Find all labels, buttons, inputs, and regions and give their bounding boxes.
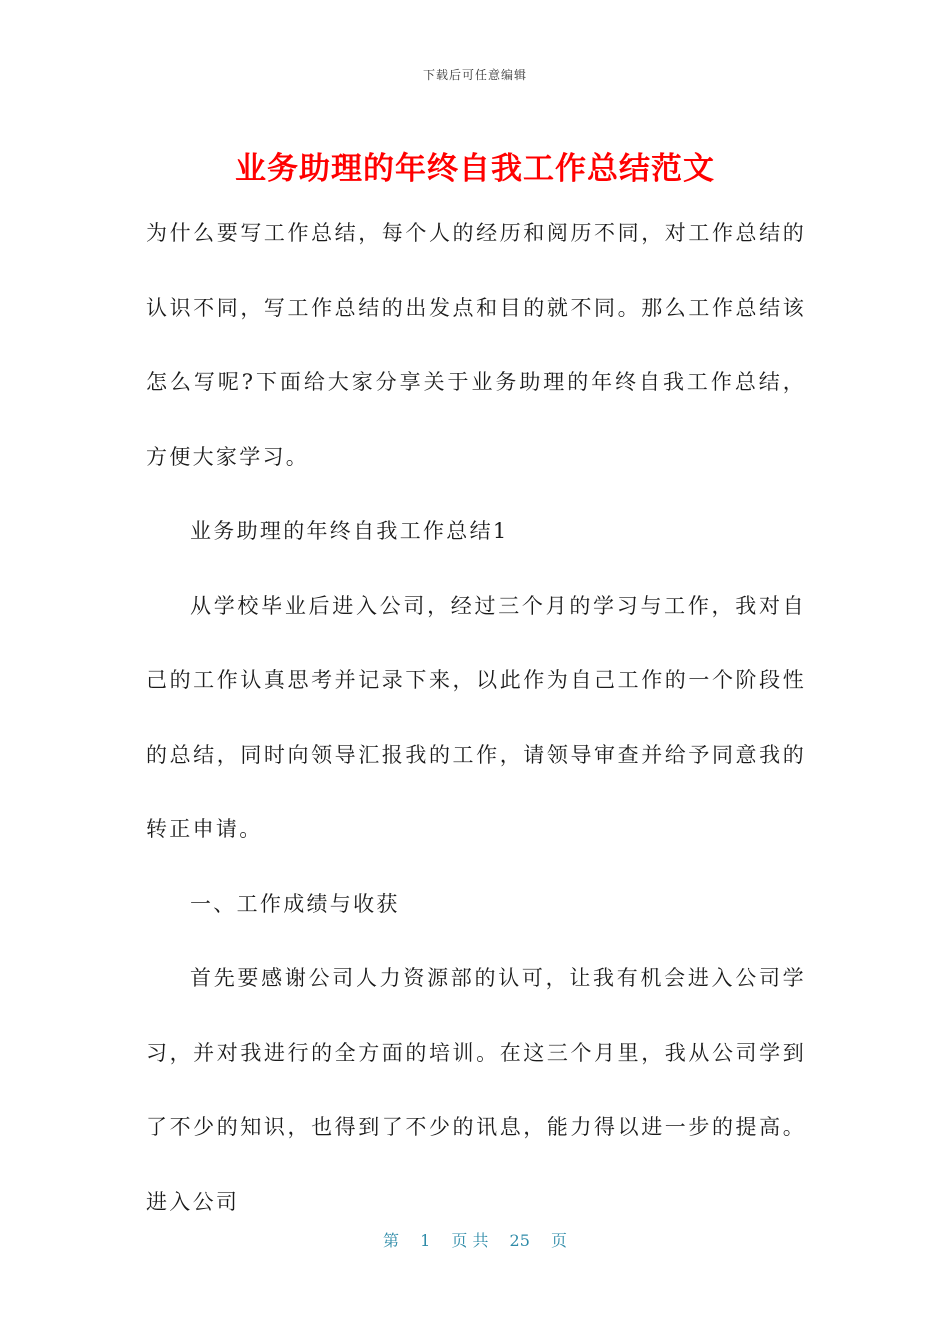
document-title: 业务助理的年终自我工作总结范文 — [235, 151, 715, 187]
header-note: 下载后可任意编辑 — [422, 68, 527, 82]
document-body — [146, 196, 806, 1239]
page-suffix: 页 — [551, 1231, 568, 1250]
body-paragraph: 从学校毕业后进入公司，经过三个月的学习与工作，我对自己的工作认真思考并记录下来，以此作为自己工作的一个阶段性的总结，同时向领导汇报我的工作，请领导审查并给予同意我的转正申请。 — [146, 593, 806, 841]
page-footer — [0, 1228, 950, 1251]
intro-paragraph: 为什么要写工作总结，每个人的经历和阅历不同，对工作总结的认识不同，写工作总结的出发点和目的就不同。那么工作总结该怎么写呢?下面给大家分享关于业务助理的年终自我工作总结，方便大家学习。 — [146, 221, 806, 469]
page-prefix: 第 — [382, 1231, 399, 1250]
subsection-heading: 一、工作成绩与收获 — [190, 891, 400, 916]
total-pages: 25 — [509, 1231, 530, 1250]
section-heading: 业务助理的年终自我工作总结1 — [190, 519, 509, 543]
page-mid: 页 共 — [451, 1231, 489, 1250]
body-paragraph: 首先要感谢公司人力资源部的认可，让我有机会进入公司学习，并对我进行的全方面的培训。在这三个月里，我从公司学到了不少的知识，也得到了不少的讯息，能力得以进一步的提高。进入公司 — [146, 966, 806, 1214]
page-number: 1 — [420, 1231, 431, 1250]
